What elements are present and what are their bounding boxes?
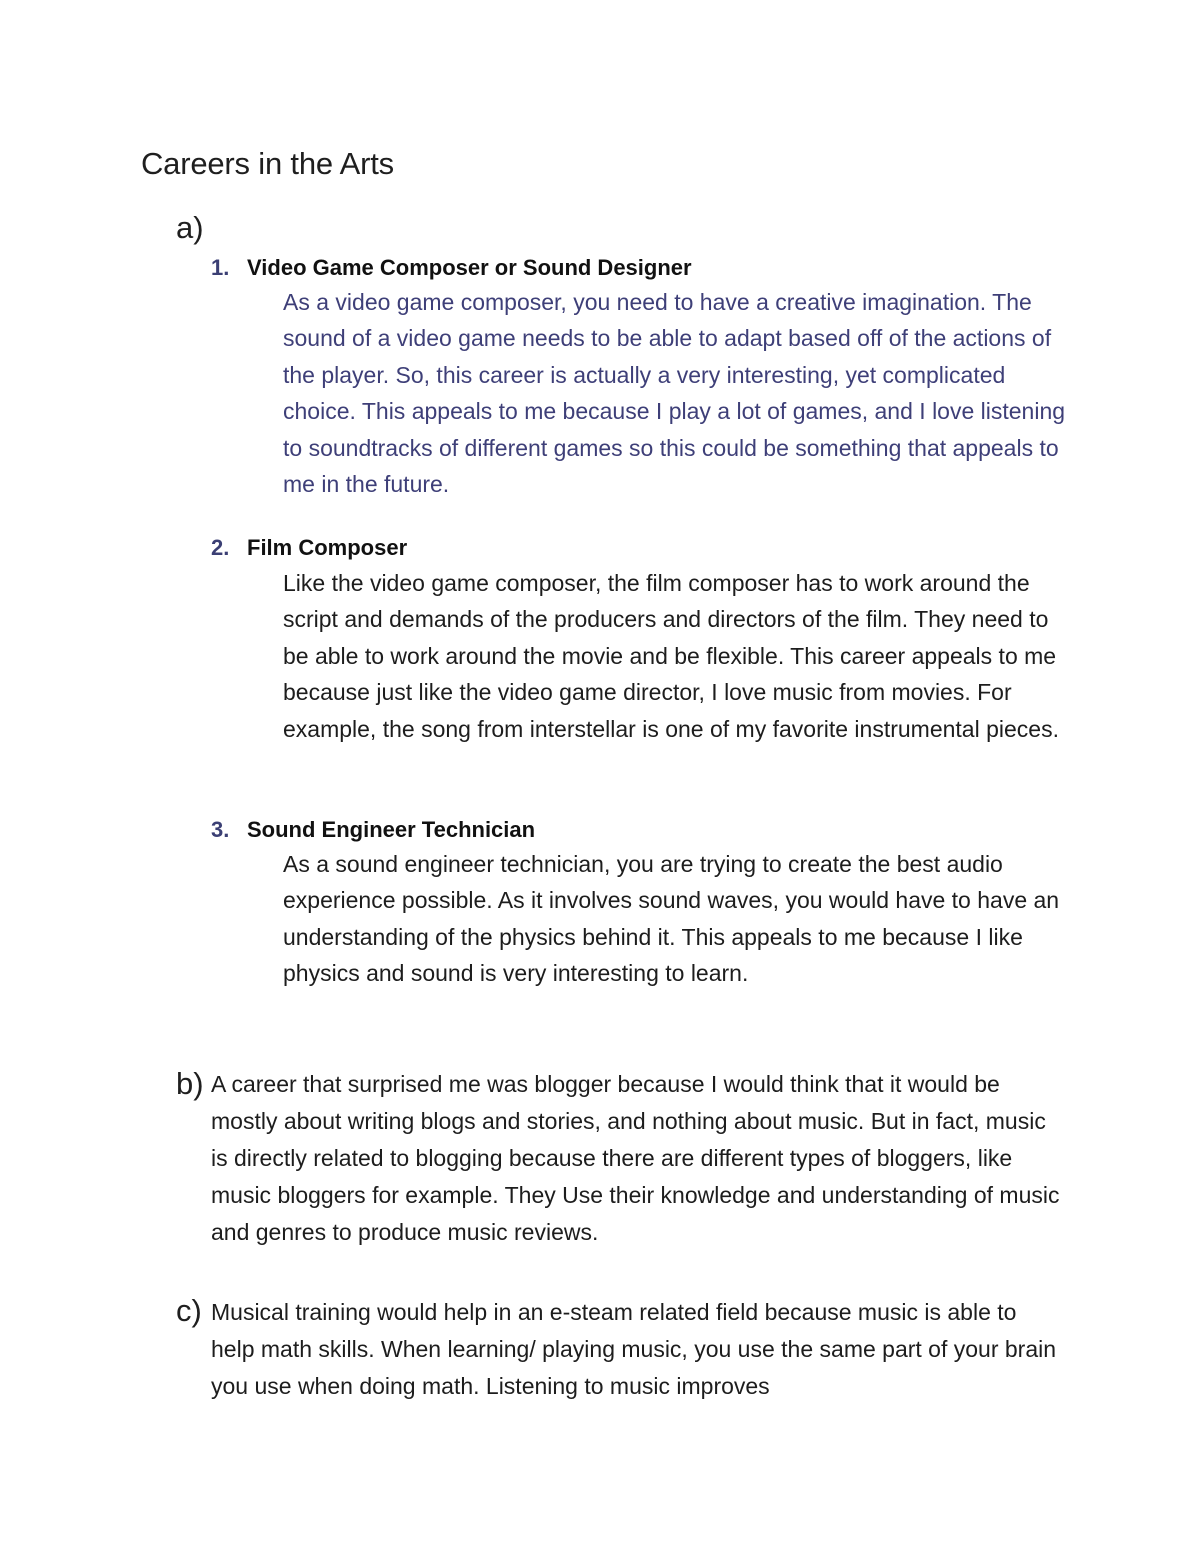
item-heading-video-game-composer	[211, 255, 692, 281]
section-a-marker: a)	[176, 210, 204, 245]
item-heading-film-composer	[211, 535, 407, 561]
section-b-paragraph: A career that surprised me was blogger because I would think that it would be mostly about writing blogs and stories, and nothing about music. But in fact, music is directly related to blogging because there are different types of bloggers, like music bloggers for example. They Use their knowledge and understanding of music and genres to produce music reviews.	[211, 1071, 1060, 1245]
section-c-marker: c)	[176, 1293, 202, 1328]
item-number: 3.	[211, 817, 230, 842]
item-description-video-game-composer: As a video game composer, you need to have a creative imagination. The sound of a video game needs to be able to adapt based off of the actions of the player. So, this career is actually a very interesting, yet complicated choice. This appeals to me because I play a lot of games, and I love listening to soundtracks of different games so this could be something that appeals to me in the future.	[283, 289, 1066, 498]
item-heading-label: Video Game Composer or Sound Designer	[247, 255, 692, 280]
section-c-paragraph: Musical training would help in an e-steam related field because music is able to help math skills. When learning/ playing music, you use the same part of your brain you use when doing math. Listening to music improves	[211, 1299, 1057, 1399]
page-title: Careers in the Arts	[141, 146, 394, 181]
section-b-marker: b)	[176, 1066, 204, 1101]
item-number: 2.	[211, 535, 230, 560]
item-number: 1.	[211, 255, 230, 280]
item-heading-label: Film Composer	[247, 535, 408, 560]
item-description-sound-engineer: As a sound engineer technician, you are trying to create the best audio experience possible. As it involves sound waves, you would have to have an understanding of the physics behind it. This appeals to me because I like physics and sound is very interesting to learn.	[283, 851, 1060, 987]
item-description-film-composer: Like the video game composer, the film composer has to work around the script and demands of the producers and directors of the film. They need to be able to work around the movie and be flexible. This career appeals to me because just like the video game director, I love music from movies. For example, the song from interstellar is one of my favorite instrumental pieces.	[283, 570, 1059, 742]
item-heading-sound-engineer	[211, 817, 535, 843]
item-heading-label: Sound Engineer Technician	[247, 817, 536, 842]
